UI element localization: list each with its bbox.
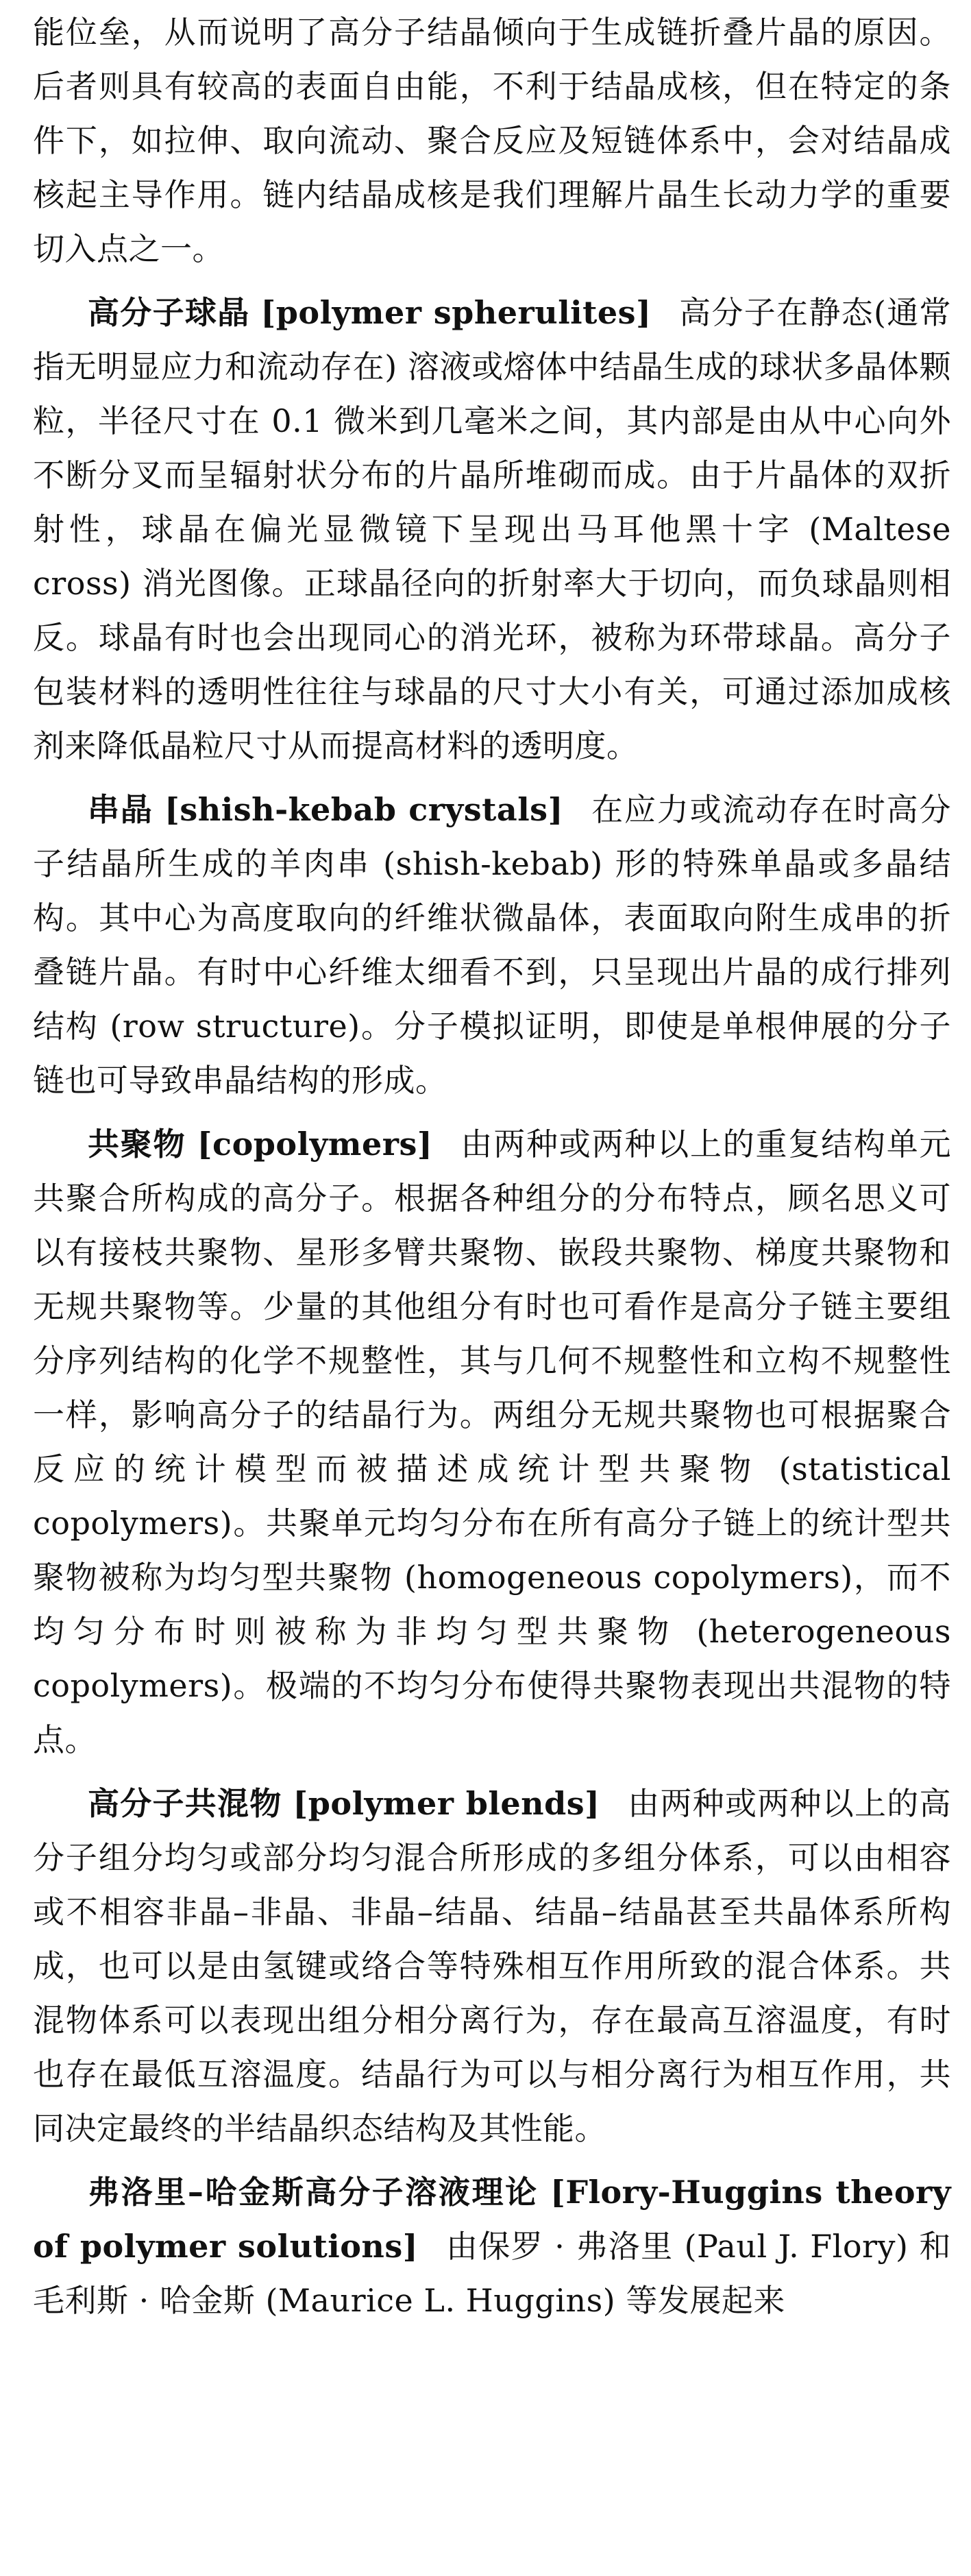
entry-text: 在应力或流动存在时高分子结晶所生成的羊肉串 (shish-kebab) 形的特殊单晶或多晶结构。其中心为高度取向的纤维状微晶体，表面取向附生成串的折叠链片晶。有时中心纤维太细看不到，只呈现出片晶的成行排列结构 (row structure)。分子模拟证明，即使是单根伸展的分子链也可导致串晶结构的形成。 bbox=[33, 791, 952, 1099]
entry-shish-kebab-crystals bbox=[33, 783, 951, 1108]
entry-term-zh: 共聚物 bbox=[88, 1126, 186, 1163]
entry-text: 由两种或两种以上的高分子组分均匀或部分均匀混合所形成的多组分体系，可以由相容或不相容非晶–非晶、非晶–结晶、结晶–结晶甚至共晶体系所构成，也可以是由氢键或络合等特殊相互作用所致的混合体系。共混物体系可以表现出组分相分离行为，存在最高互溶温度，有时也存在最低互溶温度。结晶行为可以与相分离行为相互作用，共同决定最终的半结晶织态结构及其性能。 bbox=[33, 1785, 952, 2147]
entry-flory-huggins-theory bbox=[33, 2165, 951, 2328]
entry-term-en: [shish-kebab crystals] bbox=[164, 791, 563, 828]
entry-term-en: [polymer spherulites] bbox=[260, 294, 652, 331]
entry-text: 高分子在静态(通常指无明显应力和流动存在) 溶液或熔体中结晶生成的球状多晶体颗粒，半径尺寸在 0.1 微米到几毫米之间，其内部是由从中心向外不断分叉而呈辐射状分布的片晶所堆砌而成。由于片晶体的双折射性，球晶在偏光显微镜下呈现出马耳他黑十字 (Maltese cross) 消光图像。正球晶径向的折射率大于切向，而负球晶则相反。球晶有时也会出现同心的消光环，被称为环带球晶。高分子包装材料的透明性往往与球晶的尺寸大小有关，可通过添加成核剂来降低晶粒尺寸从而提高材料的透明度。 bbox=[33, 294, 952, 764]
entry-term-zh: 高分子共混物 bbox=[88, 1785, 282, 1822]
entry-polymer-blends bbox=[33, 1777, 951, 2156]
entry-copolymers bbox=[33, 1117, 951, 1767]
entry-term-zh: 弗洛里–哈金斯高分子溶液理论 bbox=[88, 2174, 539, 2211]
entry-text: 由两种或两种以上的重复结构单元共聚合所构成的高分子。根据各种组分的分布特点，顾名思义可以有接枝共聚物、星形多臂共聚物、嵌段共聚物、梯度共聚物和无规共聚物等。少量的其他组分有时也可看作是高分子链主要组分序列结构的化学不规整性，其与几何不规整性和立构不规整性一样，影响高分子的结晶行为。两组分无规共聚物也可根据聚合反应的统计模型而被描述成统计型共聚物 (statistical copolymers)。共聚单元均匀分布在所有高分子链上的统计型共聚物被称为均匀型共聚物 (homogeneous copolymers)，而不均匀分布时则被称为非均匀型共聚物 (heterogeneous copolymers)。极端的不均匀分布使得共聚物表现出共混物的特点。 bbox=[33, 1126, 952, 1758]
entry-term-en: [Flory-Huggins theory of polymer solutions] bbox=[33, 2174, 952, 2265]
entry-term-zh: 串晶 bbox=[88, 791, 153, 828]
entry-polymer-spherulites bbox=[33, 286, 951, 773]
entry-term-zh: 高分子球晶 bbox=[88, 294, 250, 331]
entry-text: 由保罗 · 弗洛里 (Paul J. Flory) 和毛利斯 · 哈金斯 (Maurice L. Huggins) 等发展起来 bbox=[33, 2228, 952, 2319]
paragraph-text: 能位垒，从而说明了高分子结晶倾向于生成链折叠片晶的原因。后者则具有较高的表面自由能，不利于结晶成核，但在特定的条件下，如拉伸、取向流动、聚合反应及短链体系中，会对结晶成核起主导作用。链内结晶成核是我们理解片晶生长动力学的重要切入点之一。 bbox=[33, 14, 951, 267]
document-page bbox=[33, 5, 951, 2337]
entry-term-en: [copolymers] bbox=[197, 1126, 433, 1163]
intro-paragraph bbox=[33, 5, 951, 276]
entry-term-en: [polymer blends] bbox=[293, 1785, 600, 1822]
